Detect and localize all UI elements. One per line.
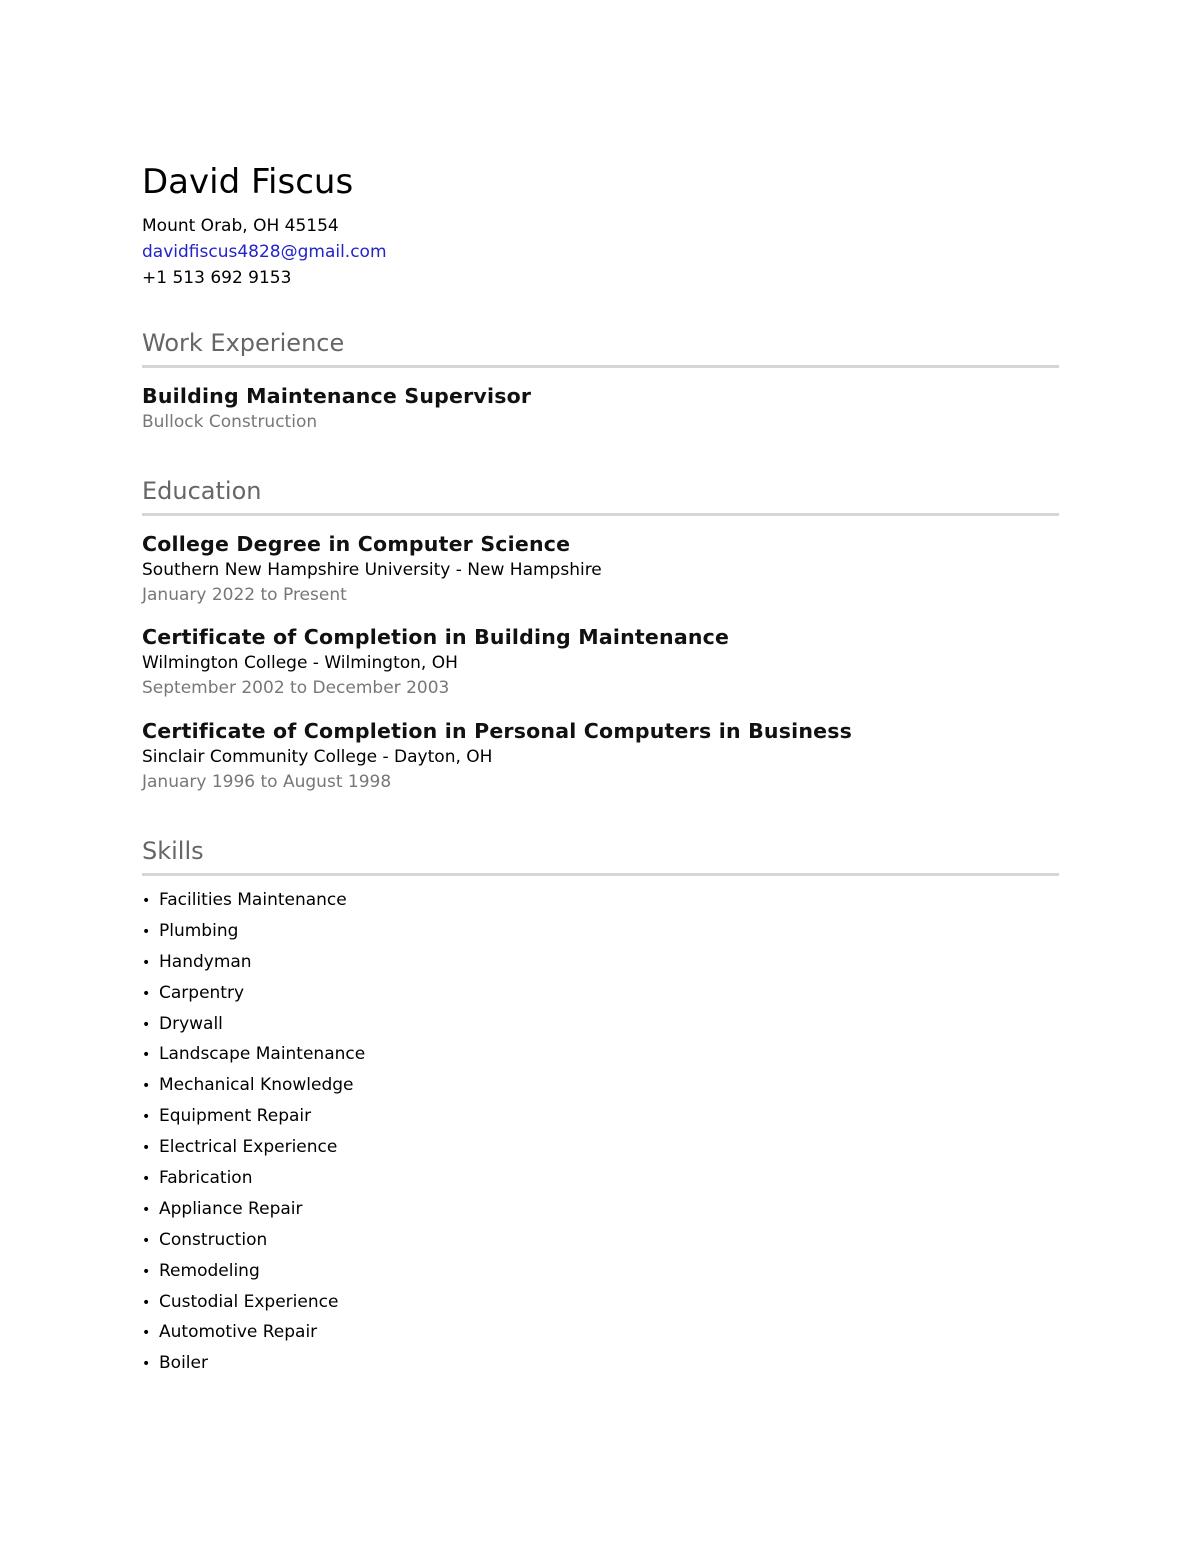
education-entry bbox=[142, 623, 1059, 701]
skill-label: Automotive Repair bbox=[159, 1322, 318, 1343]
education-school: Wilmington College - Wilmington, OH bbox=[142, 653, 458, 673]
section-title-work-experience: Work Experience bbox=[142, 329, 345, 357]
skill-label: Electrical Experience bbox=[159, 1137, 338, 1158]
skill-item bbox=[142, 978, 365, 1009]
skill-item bbox=[142, 1163, 365, 1194]
bullet-icon: • bbox=[142, 1047, 151, 1064]
bullet-icon: • bbox=[142, 954, 151, 971]
bullet-icon: • bbox=[142, 985, 151, 1002]
bullet-icon: • bbox=[142, 1263, 151, 1280]
skill-label: Remodeling bbox=[159, 1260, 260, 1281]
candidate-name: David Fiscus bbox=[142, 162, 354, 202]
education-school: Southern New Hampshire University - New Hampshire bbox=[142, 560, 602, 580]
skills-list bbox=[142, 885, 365, 1379]
skill-label: Mechanical Knowledge bbox=[159, 1075, 354, 1096]
bullet-icon: • bbox=[142, 1016, 151, 1033]
section-divider bbox=[142, 873, 1059, 876]
skill-item bbox=[142, 885, 365, 916]
skill-label: Plumbing bbox=[159, 920, 239, 941]
education-degree: College Degree in Computer Science bbox=[142, 532, 571, 556]
skill-label: Handyman bbox=[159, 951, 252, 972]
job-company: Bullock Construction bbox=[142, 412, 318, 432]
skill-label: Equipment Repair bbox=[159, 1106, 312, 1127]
education-entry bbox=[142, 717, 1059, 795]
skill-item bbox=[142, 1194, 365, 1225]
section-title-education: Education bbox=[142, 477, 262, 505]
bullet-icon: • bbox=[142, 1078, 151, 1095]
education-dates: September 2002 to December 2003 bbox=[142, 678, 450, 698]
bullet-icon: • bbox=[142, 1140, 151, 1157]
skill-label: Boiler bbox=[159, 1353, 208, 1374]
section-title-skills: Skills bbox=[142, 837, 204, 865]
bullet-icon: • bbox=[142, 1109, 151, 1126]
job-entry bbox=[142, 382, 1059, 435]
skill-label: Appliance Repair bbox=[159, 1198, 303, 1219]
bullet-icon: • bbox=[142, 1232, 151, 1249]
education-school: Sinclair Community College - Dayton, OH bbox=[142, 747, 493, 767]
skill-item bbox=[142, 916, 365, 947]
section-divider bbox=[142, 365, 1059, 368]
bullet-icon: • bbox=[142, 1325, 151, 1342]
skill-label: Fabrication bbox=[159, 1168, 253, 1189]
skill-label: Custodial Experience bbox=[159, 1291, 339, 1312]
bullet-icon: • bbox=[142, 893, 151, 909]
bullet-icon: • bbox=[142, 1294, 151, 1311]
skill-item bbox=[142, 1287, 365, 1318]
email-link[interactable]: davidfiscus4828@gmail.com bbox=[142, 242, 387, 262]
education-dates: January 1996 to August 1998 bbox=[142, 772, 392, 792]
bullet-icon: • bbox=[142, 1356, 151, 1373]
skill-item bbox=[142, 1132, 365, 1163]
location-text: Mount Orab, OH 45154 bbox=[142, 216, 339, 236]
skill-label: Landscape Maintenance bbox=[159, 1044, 366, 1065]
skill-item bbox=[142, 1009, 365, 1040]
skill-label: Carpentry bbox=[159, 982, 245, 1003]
skill-item bbox=[142, 1317, 365, 1348]
skill-label: Drywall bbox=[159, 1013, 223, 1034]
skill-item bbox=[142, 1039, 365, 1070]
education-dates: January 2022 to Present bbox=[142, 585, 347, 605]
skill-item bbox=[142, 1225, 365, 1256]
education-entry bbox=[142, 530, 1059, 608]
bullet-icon: • bbox=[142, 1171, 151, 1188]
section-divider bbox=[142, 513, 1059, 516]
skill-item bbox=[142, 1348, 365, 1379]
education-degree: Certificate of Completion in Personal Computers in Business bbox=[142, 719, 853, 743]
job-position: Building Maintenance Supervisor bbox=[142, 384, 532, 408]
skill-item bbox=[142, 1256, 365, 1287]
skill-label: Construction bbox=[159, 1229, 268, 1250]
bullet-icon: • bbox=[142, 923, 151, 940]
skill-label: Facilities Maintenance bbox=[159, 890, 347, 910]
education-degree: Certificate of Completion in Building Maintenance bbox=[142, 625, 730, 649]
skill-item bbox=[142, 1101, 365, 1132]
contact-block bbox=[142, 213, 387, 291]
skill-item bbox=[142, 1070, 365, 1101]
skill-item bbox=[142, 947, 365, 978]
phone-text: +1 513 692 9153 bbox=[142, 268, 292, 288]
bullet-icon: • bbox=[142, 1201, 151, 1218]
